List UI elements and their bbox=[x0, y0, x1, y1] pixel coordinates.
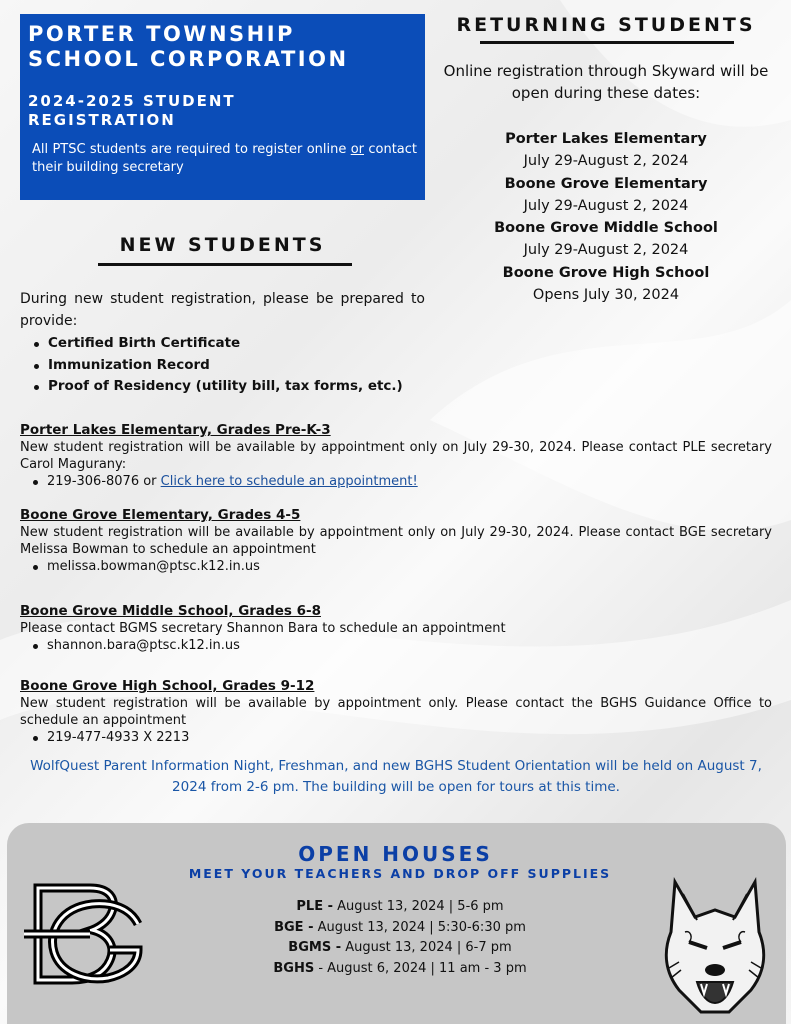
title-line-1: PORTER TOWNSHIP bbox=[28, 22, 295, 46]
school-name: Boone Grove High School bbox=[502, 264, 710, 281]
section-body: Please contact BGMS secretary Shannon Bara to schedule an appointment bbox=[20, 621, 506, 636]
bg-monogram-logo bbox=[20, 880, 145, 990]
section-ple bbox=[20, 422, 772, 491]
returning-schools-list bbox=[436, 128, 776, 306]
open-house-school: PLE - bbox=[296, 899, 334, 914]
wolf-mascot-icon bbox=[655, 872, 775, 1017]
new-students-heading: NEW STUDENTS bbox=[119, 234, 326, 256]
section-heading: Boone Grove High School, Grades 9-12 bbox=[20, 678, 315, 694]
wolfquest-note: WolfQuest Parent Information Night, Freshman, and new BGHS Student Orientation will be held on August 7, 2024 from 2-6 pm. The building will be open for tours at this time. bbox=[30, 758, 762, 795]
section-body: New student registration will be available by appointment only on July 29-30, 2024. Please contact PLE secretary Carol Magurany: bbox=[20, 440, 772, 472]
list-item: Proof of Residency (utility bill, tax forms, etc.) bbox=[48, 376, 403, 398]
list-item bbox=[230, 918, 570, 939]
section-contact: shannon.bara@ptsc.k12.in.us bbox=[47, 637, 772, 655]
requirements-list bbox=[48, 333, 403, 398]
list-item: Certified Birth Certificate bbox=[48, 333, 403, 355]
page-title bbox=[28, 22, 417, 72]
note-text-end: contact their building secretary bbox=[32, 142, 417, 175]
section-bge bbox=[20, 507, 772, 576]
title-line-2: SCHOOL CORPORATION bbox=[28, 47, 349, 71]
note-or: or bbox=[350, 142, 365, 157]
returning-heading-underline bbox=[480, 41, 734, 44]
schedule-appointment-link[interactable]: Click here to schedule an appointment! bbox=[160, 474, 418, 489]
open-house-details: August 13, 2024 | 5:30-6:30 pm bbox=[313, 919, 526, 935]
section-contact: melissa.bowman@ptsc.k12.in.us bbox=[47, 558, 772, 576]
note-text: All PTSC students are required to register online bbox=[32, 142, 351, 157]
open-house-details: August 13, 2024 | 6-7 pm bbox=[341, 940, 512, 955]
new-students-intro: During new student registration, please be prepared to provide: bbox=[20, 291, 425, 329]
section-heading: Boone Grove Elementary, Grades 4-5 bbox=[20, 507, 301, 523]
section-body: New student registration will be available by appointment only. Please contact the BGHS Guidance Office to schedule an appointment bbox=[20, 696, 772, 728]
open-houses-heading: OPEN HOUSES bbox=[298, 842, 493, 866]
registration-subtitle bbox=[28, 92, 417, 130]
subtitle-line-1: 2024-2025 STUDENT bbox=[28, 92, 236, 110]
section-contact: 219-477-4933 X 2213 bbox=[47, 729, 772, 747]
section-heading: Porter Lakes Elementary, Grades Pre-K-3 bbox=[20, 422, 331, 438]
subtitle-line-2: REGISTRATION bbox=[28, 111, 176, 129]
school-date: July 29-August 2, 2024 bbox=[523, 197, 689, 214]
section-bgms bbox=[20, 603, 772, 655]
open-houses-subtitle: MEET YOUR TEACHERS AND DROP OFF SUPPLIES bbox=[188, 866, 612, 881]
list-item bbox=[436, 173, 776, 218]
school-date: July 29-August 2, 2024 bbox=[523, 242, 689, 259]
school-name: Porter Lakes Elementary bbox=[505, 131, 707, 147]
open-houses-list bbox=[230, 897, 570, 979]
section-bghs bbox=[20, 678, 772, 747]
list-item: Immunization Record bbox=[48, 355, 403, 377]
section-contact bbox=[47, 473, 772, 491]
school-date: Opens July 30, 2024 bbox=[532, 287, 680, 304]
open-house-school: BGE - bbox=[274, 919, 314, 935]
registration-requirement-note bbox=[32, 141, 417, 177]
school-date: July 29-August 2, 2024 bbox=[523, 153, 689, 170]
returning-intro: Online registration through Skyward will be open during these dates: bbox=[443, 62, 769, 102]
open-house-details: - August 6, 2024 | 11 am - 3 pm bbox=[314, 960, 527, 976]
open-house-school: BGMS - bbox=[288, 940, 342, 955]
list-item bbox=[436, 217, 776, 262]
contact-phone: 219-306-8076 or bbox=[47, 474, 161, 489]
new-heading-underline bbox=[98, 263, 352, 266]
list-item bbox=[230, 938, 570, 959]
section-heading: Boone Grove Middle School, Grades 6-8 bbox=[20, 603, 321, 619]
school-name: Boone Grove Middle School bbox=[494, 220, 718, 237]
school-name: Boone Grove Elementary bbox=[504, 175, 708, 192]
header-box bbox=[20, 14, 425, 200]
section-body: New student registration will be available by appointment only on July 29-30, 2024. Please contact BGE secretary Melissa Bowman to schedule an appointment bbox=[20, 525, 772, 557]
list-item bbox=[436, 262, 776, 307]
open-house-details: August 13, 2024 | 5-6 pm bbox=[333, 899, 504, 914]
list-item bbox=[436, 128, 776, 173]
open-house-school: BGHS bbox=[273, 960, 315, 976]
list-item bbox=[230, 897, 570, 918]
list-item bbox=[230, 959, 570, 980]
returning-students-heading: RETURNING STUDENTS bbox=[456, 14, 756, 36]
